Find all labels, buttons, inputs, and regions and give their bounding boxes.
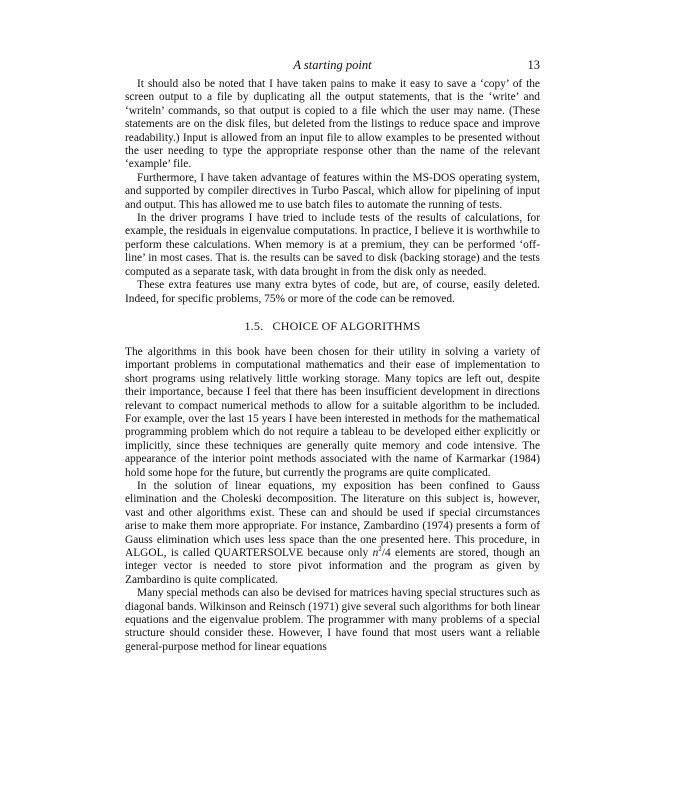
paragraph-special-methods: Many special methods can also be devised for matrices having special structures such as diagonal bands. Wilkinson and Reinsch (1971) give several such algorithms for both linear equations and the eigenvalue problem. The programmer with many problems of a special structure should consider these. However, I have found that most users want a reliable general-purpose method for linear equations: [125, 587, 540, 653]
algol-term: ALGOL: [125, 547, 164, 559]
paragraph-driver-tests: In the driver programs I have tried to include tests of the results of calculations, for example, the residuals in eigenvalue computations. In practice, I believe it is worthwhile to perform these calculations. When memory is at a premium, they can be performed ‘off-line’ in most cases. That is. the results can be saved to disk (backing storage) and the tests computed as a separate task, with data brought in from the disk only as needed.: [125, 212, 540, 278]
paragraph-text: because only: [303, 547, 373, 559]
quartersolve-term: QUARTERSOLVE: [214, 547, 304, 559]
math-variable-n: n: [372, 547, 379, 559]
msdos-term: MS-DOS: [412, 171, 456, 184]
book-page: [125, 58, 540, 654]
page-header: [125, 58, 540, 78]
page-number: 13: [527, 58, 540, 72]
section-number: 1.5.: [244, 318, 264, 333]
paragraph-linear-equations: [125, 480, 540, 587]
section-heading: [125, 319, 540, 334]
paragraph-text: In the solution of linear equations, my exposition has been confined to Gauss elimination and the Choleski decomposition. The literature on this subject is, however, vast and other algorithms exist. These can and should be used if special circumstances arise to make them more appropriate. For instance, Zambardino (1974) presents a form of Gauss elimination which uses less space than the one presented here. This procedure, in: [125, 479, 540, 546]
math-exponent: 2: [378, 545, 382, 553]
paragraph-algorithms-chosen: The algorithms in this book have been chosen for their utility in solving a variety of important problems in computational mathematics and their ease of implementation to short programs using relatively little working storage. Many topics are left out, despite their importance, because I feel that there has been insufficient development in directions relevant to compact numerical methods to allow for a suitable algorithm to be included. For example, over the last 15 years I have been interested in methods for the mathematical programming problem which do not require a tableau to be developed either explicitly or implicitly, since these techniques are generally quite memory and code intensive. The appearance of the interior point methods associated with the name of Karmarkar (1984) hold some hope for the future, but currently the programs are quite complicated.: [125, 345, 540, 479]
running-title: A starting point: [293, 58, 372, 72]
paragraph-text: operating system, and supported by compiler directives in Turbo Pascal, which allow for pipelining of input and output. This has allowed me to use batch files to automate the running of tests.: [125, 171, 541, 211]
paragraph-extra-features: These extra features use many extra bytes of code, but are, of course, easily deleted. Indeed, for specific problems, 75% or more of the code can be removed.: [125, 279, 540, 305]
paragraph-text: , is called: [163, 547, 215, 559]
paragraph-copy-output: It should also be noted that I have taken pains to make it easy to save a ‘copy’ of the screen output to a file by duplicating all the output statements, that is the ‘write’ and ‘writeln’ commands, so that output is copied to a file which the user may name. (These statements are on the disk files, but deleted from the listings to reduce space and improve readability.) Input is allowed from an input file to allow examples to be presented without the user needing to type the appropriate response other than the name of the relevant ‘example’ file.: [125, 78, 540, 171]
paragraph-msdos-features: [125, 172, 540, 212]
paragraph-text: /4 elements are stored, though an integer vector is needed to store pivot information and the program as given by Zambardino is quite complicated.: [125, 547, 540, 586]
section-title: CHOICE OF ALGORITHMS: [272, 318, 421, 333]
paragraph-text: Furthermore, I have taken advantage of features within the: [137, 171, 413, 184]
